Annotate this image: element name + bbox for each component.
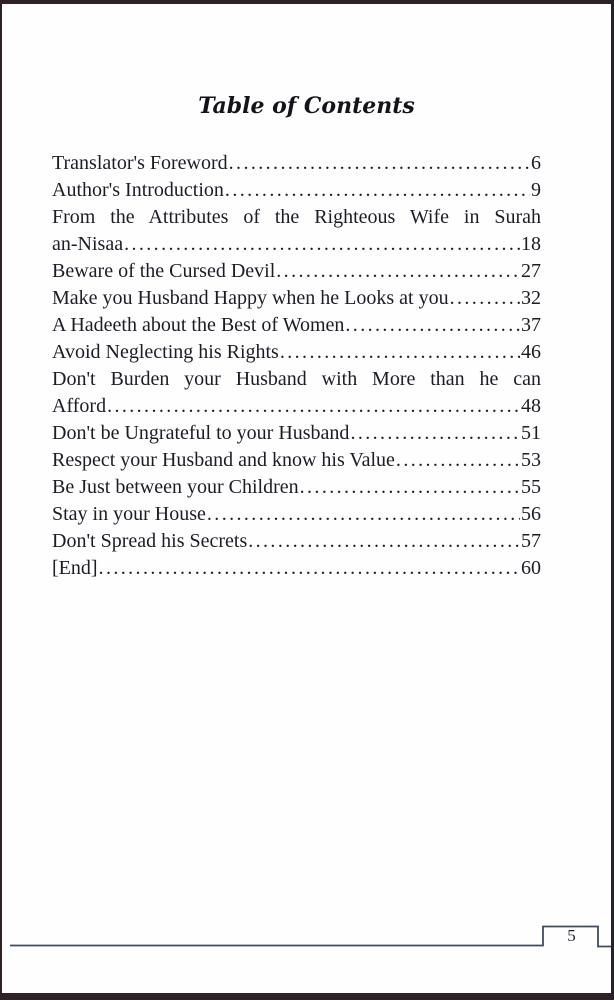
toc-dot-leader [248, 528, 520, 555]
toc-entry-page-number: 46 [521, 341, 541, 363]
toc-entry-title: Afford [52, 395, 107, 417]
toc-entry-page-number: 32 [521, 287, 541, 309]
toc-entry-title: Beware of the Cursed Devil [52, 260, 276, 282]
toc-dot-leader [276, 258, 520, 285]
toc-entry [52, 474, 541, 501]
toc-dot-leader [99, 555, 520, 582]
toc-entry-title: [End] [52, 557, 98, 579]
toc-entry [52, 150, 541, 177]
toc-entry-title: Don't be Ungrateful to your Husband [52, 422, 350, 444]
toc-entry-page-number: 6 [531, 152, 541, 174]
toc-entry [52, 447, 541, 474]
toc-entry-page-number: 51 [521, 422, 541, 444]
toc-dot-leader [229, 150, 530, 177]
toc-entry-title: Make you Husband Happy when he Looks at you [52, 287, 449, 309]
toc-entry [52, 177, 541, 204]
toc-entry [52, 555, 541, 582]
toc-entry [52, 528, 541, 555]
toc-entry-title: an-Nisaa [52, 233, 124, 255]
toc-dot-leader [396, 447, 520, 474]
footer-page-number: 5 [567, 926, 576, 945]
toc-dot-leader [450, 285, 520, 312]
toc-entry-page-number: 56 [521, 503, 541, 525]
toc-entry-page-number: 18 [521, 233, 541, 255]
toc-dot-leader [300, 474, 520, 501]
toc-entry-title: Avoid Neglecting his Rights [52, 341, 279, 363]
toc-entry [52, 420, 541, 447]
toc-dot-leader [225, 177, 530, 204]
toc-entry [52, 285, 541, 312]
toc-entry [52, 501, 541, 528]
page-title: Table of Contents [198, 93, 415, 119]
toc-entry-title: A Hadeeth about the Best of Women [52, 314, 345, 336]
toc-entry-page-number: 9 [531, 179, 541, 201]
toc-entry-page-number: 57 [521, 530, 541, 552]
toc-entry [52, 393, 541, 420]
toc-entry-title: Stay in your House [52, 503, 206, 525]
toc-entry [52, 312, 541, 339]
toc-entry-title: Author's Introduction [52, 179, 224, 201]
toc-entry-page-number: 53 [521, 449, 541, 471]
toc-entry-page-number: 48 [521, 395, 541, 417]
toc-entry [52, 339, 541, 366]
toc-list [2, 150, 611, 582]
toc-entry-wrap-line [52, 366, 541, 393]
toc-dot-leader [207, 501, 520, 528]
toc-entry-title: From the Attributes of the Righteous Wife in Surah [52, 206, 541, 228]
toc-entry [52, 258, 541, 285]
toc-entry-title: Don't Spread his Secrets [52, 530, 248, 552]
toc-dot-leader [107, 393, 520, 420]
toc-entry-title: Don't Burden your Husband with More than he can [52, 368, 541, 390]
toc-entry-page-number: 60 [521, 557, 541, 579]
toc-entry-title: Respect your Husband and know his Value [52, 449, 395, 471]
toc-dot-leader [280, 339, 520, 366]
toc-entry-wrap-line [52, 204, 541, 231]
toc-entry-page-number: 55 [521, 476, 541, 498]
footer [2, 923, 611, 993]
toc-entry-page-number: 37 [521, 314, 541, 336]
toc-dot-leader [345, 312, 520, 339]
footer-rule [2, 923, 611, 993]
toc-entry-title: Be Just between your Children [52, 476, 299, 498]
toc-entry [52, 231, 541, 258]
toc-entry-title: Translator's Foreword [52, 152, 228, 174]
toc-entry-page-number: 27 [521, 260, 541, 282]
toc-dot-leader [350, 420, 520, 447]
toc-dot-leader [124, 231, 520, 258]
